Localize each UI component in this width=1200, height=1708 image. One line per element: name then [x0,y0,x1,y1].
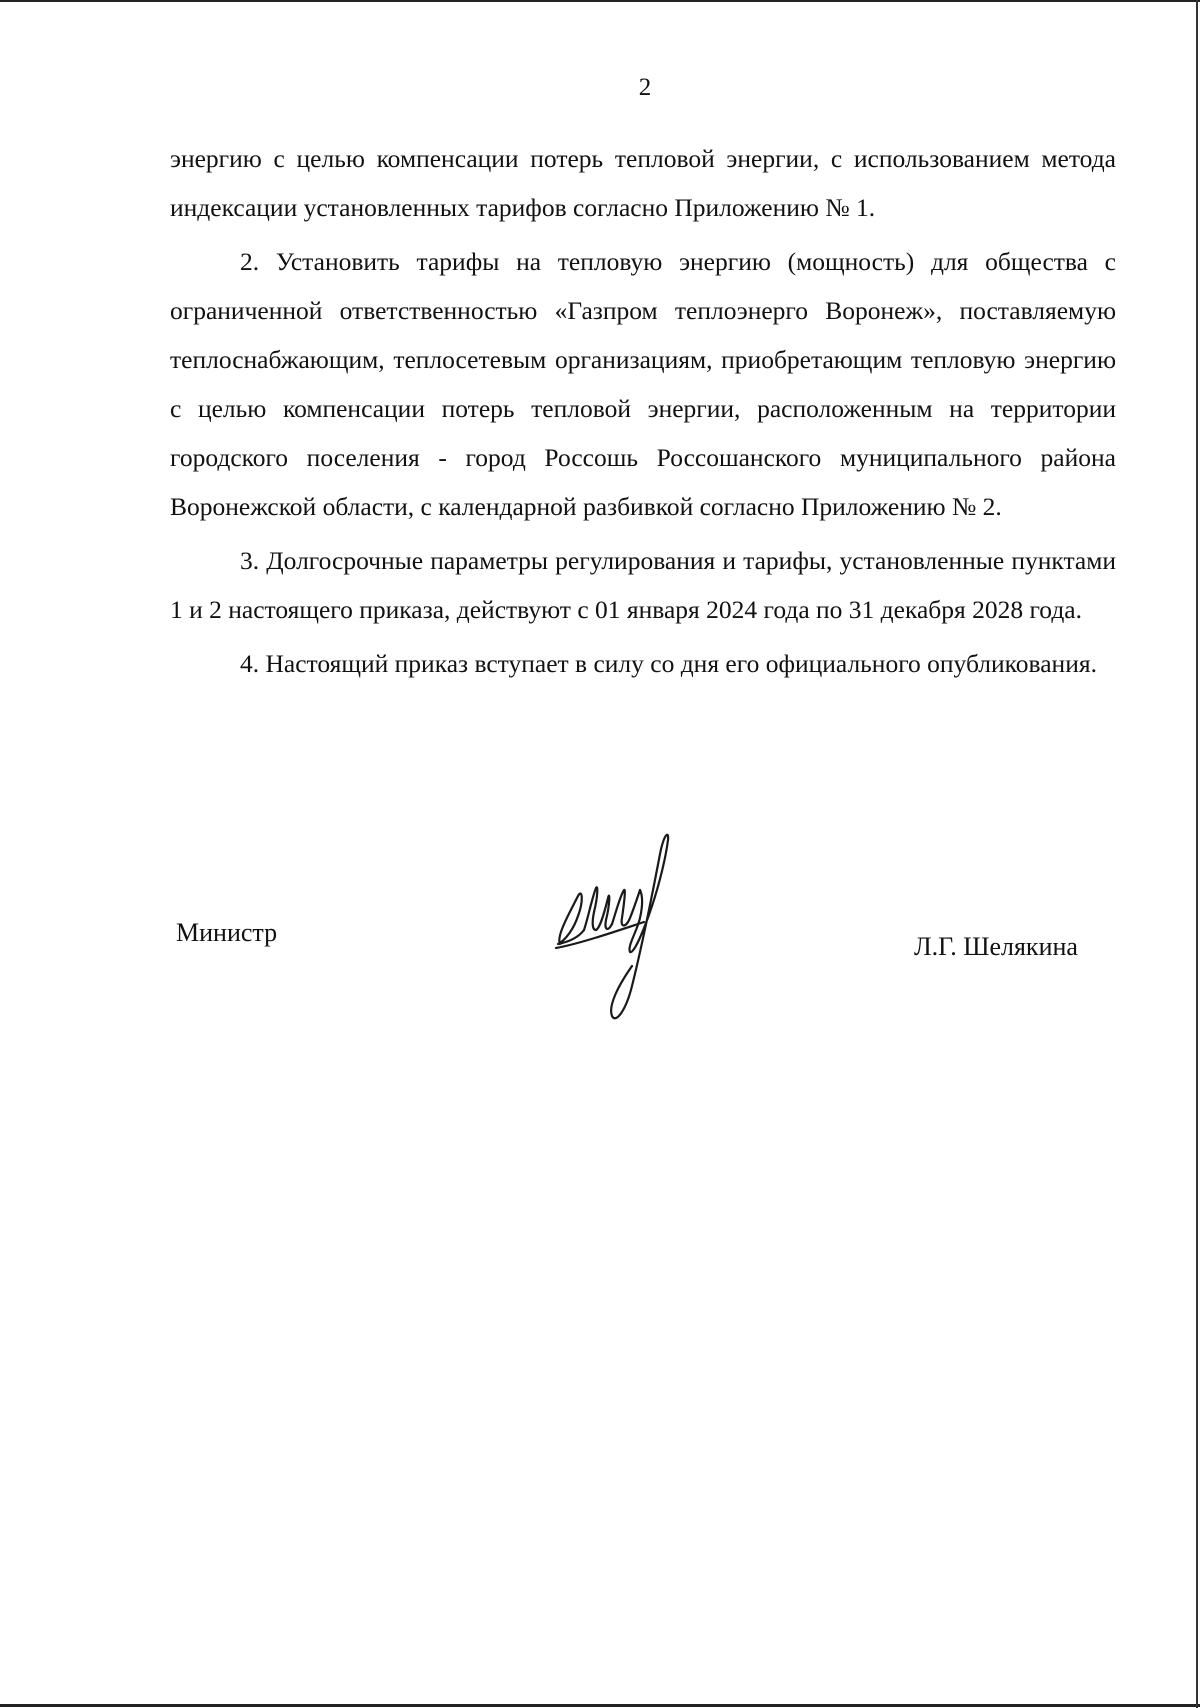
paragraph-item-4: 4. Настоящий приказ вступает в силу со дня его официального опубликования. [240,649,1097,678]
scan-border-top [0,0,1200,2]
scan-border-right [1196,0,1198,1708]
scan-border-bottom [0,1704,1200,1707]
handwritten-signature-icon [548,826,698,1026]
signatory-name: Л.Г. Шелякина [914,932,1078,961]
paragraph-continuation: энергию с целью компенсации потерь тепловой энергии, с использованием метода индексации установленных тарифов согласно Приложению № 1. [170,144,1116,222]
signatory-role: Министр [176,918,278,947]
paragraph-item-3: 3. Долгосрочные параметры регулирования и тарифы, установленные пунктами 1 и 2 настоящего приказа, действуют с 01 января 2024 года по 31 декабря 2028 года. [170,546,1116,624]
page-number: 2 [638,74,652,101]
document-body [170,134,1116,693]
paragraph-item-2: 2. Установить тарифы на тепловую энергию (мощность) для общества с ограниченной ответственностью «Газпром теплоэнерго Воронеж», поставляемую теплоснабжающим, теплосетевым организациям, приобретающим тепловую энергию с целью компенсации потерь тепловой энергии, расположенным на территории городского поселения - город Россошь Россошанского муниципального района Воронежской области, с календарной разбивкой согласно Приложению № 2. [170,247,1116,521]
